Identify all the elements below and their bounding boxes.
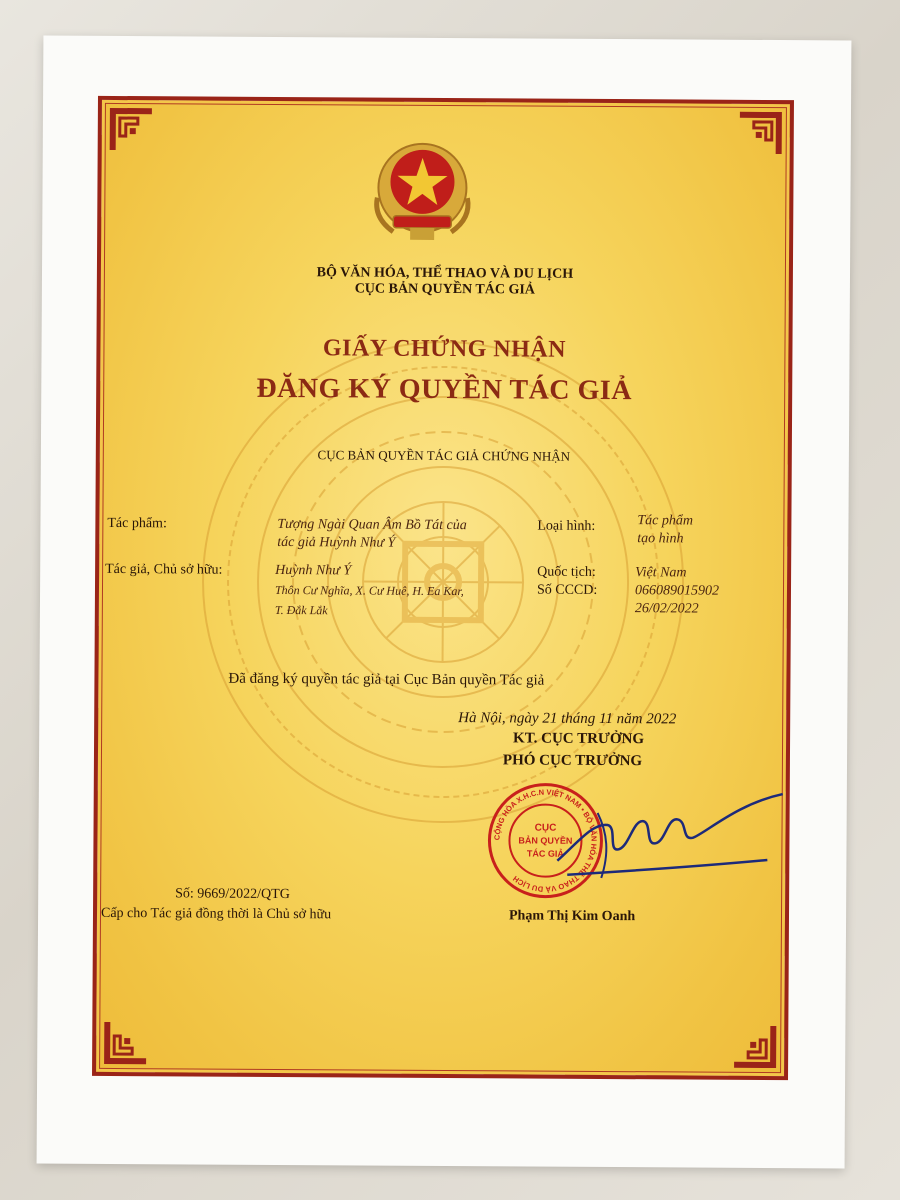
seal-line2: BẢN QUYỀN xyxy=(518,835,573,846)
type-value-line2: tạo hình xyxy=(637,531,684,547)
certificate-number: Số: 9669/2022/QTG xyxy=(175,886,290,903)
seal-line1: CỤC xyxy=(534,822,557,834)
corner-ornament-icon xyxy=(102,1020,148,1066)
author-label: Tác giả, Chủ sở hữu: xyxy=(105,561,223,578)
type-label: Loại hình: xyxy=(537,518,596,534)
signing-authority: KT. CỤC TRƯỞNG xyxy=(513,730,645,748)
corner-ornament-icon xyxy=(738,110,784,156)
type-value-line1: Tác phẩm xyxy=(637,513,694,529)
signer-name: Phạm Thị Kim Oanh xyxy=(508,908,636,925)
department-name: CỤC BẢN QUYỀN TÁC GIẢ xyxy=(354,281,535,298)
signer-title: PHÓ CỤC TRƯỞNG xyxy=(502,752,643,770)
work-value-line1: Tượng Ngài Quan Âm Bồ Tát của xyxy=(277,516,467,534)
id-card-label: Số CCCD: xyxy=(536,582,598,598)
seal-ring-text: CỘNG HÒA X.H.C.N VIỆT NAM • BỘ VĂN HÓA THỂ THAO VÀ DU LỊCH xyxy=(492,787,599,894)
author-address-line1: Thôn Cư Nghĩa, X. Cư Huê, H. Ea Kar, xyxy=(274,582,464,599)
seal-line3: TÁC GIẢ xyxy=(526,848,564,859)
id-card-date: 26/02/2022 xyxy=(634,601,699,617)
corner-ornament-icon xyxy=(108,106,154,152)
nationality-label: Quốc tịch: xyxy=(537,564,596,580)
work-label: Tác phẩm: xyxy=(107,515,167,532)
issued-to: Cấp cho Tác giả đồng thời là Chủ sở hữu xyxy=(100,905,332,923)
certificate-title-line1: GIẤY CHỨNG NHẬN xyxy=(322,335,567,363)
issue-date: Hà Nội, ngày 21 tháng 11 năm 2022 xyxy=(458,710,677,728)
national-emblem-icon xyxy=(363,138,482,247)
ministry-name: BỘ VĂN HÓA, THỂ THAO VÀ DU LỊCH xyxy=(316,265,574,282)
author-address-line2: T. Đắk Lắk xyxy=(274,602,328,618)
registered-statement: Đã đăng ký quyền tác giả tại Cục Bản quyền Tác giả xyxy=(228,670,545,689)
corner-ornament-icon xyxy=(732,1024,778,1070)
work-value-line2: tác giả Huỳnh Như Ý xyxy=(277,534,396,551)
author-name: Huỳnh Như Ý xyxy=(275,562,352,579)
handwritten-signature xyxy=(534,783,788,895)
certificate xyxy=(92,96,794,1080)
certificate-title-line2: ĐĂNG KÝ QUYỀN TÁC GIẢ xyxy=(256,372,633,407)
nationality-value: Việt Nam xyxy=(635,565,687,581)
certifies-heading: CỤC BẢN QUYỀN TÁC GIẢ CHỨNG NHẬN xyxy=(317,447,571,464)
id-card-number: 066089015902 xyxy=(634,583,720,599)
